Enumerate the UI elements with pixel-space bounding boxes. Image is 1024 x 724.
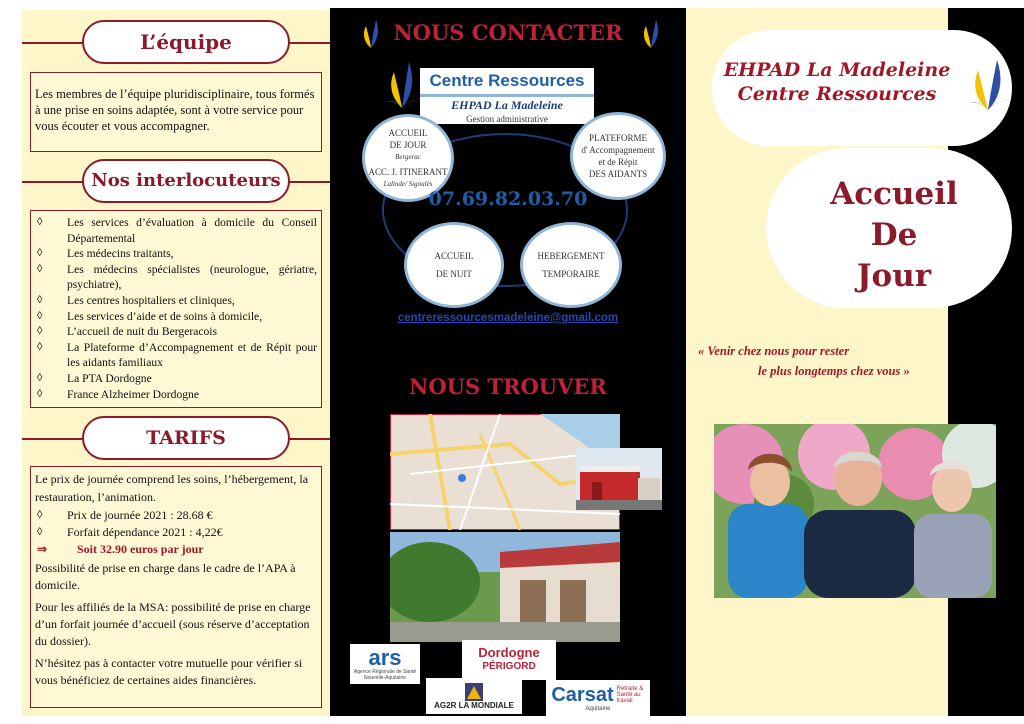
circle-text: ACCUEIL <box>388 127 428 138</box>
list-item: ◊ La Plateforme d’Accompagnement et de Répit pour les aidants familiaux <box>35 340 317 371</box>
dordogne-logo-sub: PÉRIGORD <box>482 661 536 672</box>
quote-line2: le plus longtemps chez vous » <box>758 364 910 378</box>
title-line: Accueil <box>830 176 958 212</box>
left-panel <box>22 10 330 716</box>
list-item: ◊ Les services d’aide et de soins à domicile, <box>35 309 317 325</box>
list-item: ◊ Les services d’évaluation à domicile du Conseil Départemental <box>35 215 317 246</box>
title-line: De <box>870 217 918 253</box>
circle-plateforme <box>570 112 666 200</box>
right-panel <box>686 8 958 716</box>
list-item: ◊ Forfait dépendance 2021 : 4,22€ <box>35 524 317 541</box>
quote-line1: « Venir chez nous pour rester <box>698 344 850 358</box>
tarifs-intro: Le prix de journée comprend les soins, l’hébergement, la restauration, l’animation. <box>35 472 309 504</box>
tarifs-apa: Possibilité de prise en charge dans le cadre de l’APA à domicile. <box>35 561 296 592</box>
circle-text: Bergerac <box>395 152 421 161</box>
lily-logo-icon <box>964 56 1012 112</box>
circle-text: DE JOUR <box>389 139 427 150</box>
building-photo <box>576 448 662 510</box>
ag2r-logo-text: AG2R LA MONDIALE <box>434 700 514 710</box>
centre-sub: EHPAD La Madeleine <box>451 98 563 112</box>
carsat-logo <box>546 680 650 716</box>
middle-panel <box>330 8 686 716</box>
team-title: L’équipe <box>82 20 290 64</box>
residents-photo <box>714 424 996 598</box>
ag2r-mark-icon <box>461 683 487 701</box>
centre-title: Centre Ressources <box>420 68 594 97</box>
list-item: ◊ Les centres hospitaliers et cliniques, <box>35 293 317 309</box>
circle-text: ACC. J. ITINERANT <box>368 166 448 177</box>
find-title: NOUS TROUVER <box>409 374 607 399</box>
list-item: ◊ La PTA Dordogne <box>35 371 317 387</box>
contact-email[interactable]: centreressourcesmadeleine@gmail.com <box>397 312 619 324</box>
ars-logo <box>350 644 420 684</box>
circle-text: DES AIDANTS <box>588 169 648 179</box>
contacts-box <box>30 210 322 408</box>
ars-logo-sub: Agence Régionale de Santé Nouvelle-Aquitaine <box>353 669 417 681</box>
dordogne-logo <box>462 640 556 680</box>
circle-text: PLATEFORME <box>588 133 647 143</box>
circle-text: DE NUIT <box>436 269 472 279</box>
contacts-list <box>35 215 317 402</box>
list-item: ◊ Prix de journée 2021 : 28.68 € <box>35 507 317 524</box>
org-line1: EHPAD La Madeleine <box>723 59 951 81</box>
lily-logo-icon <box>638 16 664 50</box>
tarifs-title: TARIFS <box>82 416 290 460</box>
ag2r-logo <box>426 678 522 714</box>
circle-text: d' Accompagnement <box>581 145 655 155</box>
list-item: ◊ France Alzheimer Dordogne <box>35 387 317 403</box>
contact-title: NOUS CONTACTER <box>393 20 623 45</box>
lily-logo-icon <box>382 56 422 110</box>
circle-accueil-nuit <box>404 222 504 308</box>
carsat-logo-text: Carsat <box>551 684 614 706</box>
arrow-icon: ⇒ <box>37 542 48 556</box>
tarifs-list <box>35 507 317 540</box>
circle-text: et de Répit <box>598 157 638 167</box>
circle-text: TEMPORAIRE <box>542 269 600 279</box>
team-text: Les membres de l’équipe pluridisciplinaire, tous formés à une prise en soins adaptée, sont à votre service pour vous écouter et vous accompagner. <box>35 87 315 133</box>
circle-text: Lalinde/ Sigoulès <box>383 179 433 188</box>
tarifs-msa: Pour les affiliés de la MSA: possibilité de prise en charge d’un forfait journée d’accueil (sous réserve d’acceptation du dossier). <box>35 600 311 648</box>
tarifs-total: Soit 32.90 euros par jour <box>77 542 204 556</box>
carsat-logo-side: Retraite & Santé au travail <box>616 686 644 704</box>
list-item: ◊ Les médecins traitants, <box>35 246 317 262</box>
page-title <box>786 174 1002 297</box>
carsat-logo-sub: Aquitaine <box>585 706 611 712</box>
street-photo <box>390 532 620 642</box>
tarifs-box <box>30 466 322 708</box>
circle-text: ACCUEIL <box>434 251 474 261</box>
team-box <box>30 72 322 152</box>
org-line2: Centre Ressources <box>737 83 937 105</box>
map-pin-icon <box>458 474 466 482</box>
circle-text: HEBERGEMENT <box>537 251 605 261</box>
title-line: Jour <box>856 258 932 294</box>
list-item: ◊ Les médecins spécialistes (neurologue, gériatre, psychiatre), <box>35 262 317 293</box>
list-item: ◊ L’accueil de nuit du Bergeracois <box>35 324 317 340</box>
org-name <box>712 58 962 106</box>
tarifs-mutuelle: N’hésitez pas à contacter votre mutuelle pour vérifier si vous bénéficiez de certaines aides financières. <box>35 656 303 687</box>
contact-phone: 07.69.82.03.70 <box>428 188 588 210</box>
dordogne-logo-text: Dordogne <box>478 645 540 660</box>
centre-sub2: Gestion administrative <box>466 114 548 122</box>
contacts-title: Nos interlocuteurs <box>82 159 290 203</box>
circle-hebergement <box>520 222 622 308</box>
tarifs-total-row <box>35 540 317 558</box>
centre-box <box>420 68 594 124</box>
ars-logo-text: ars <box>368 645 402 670</box>
